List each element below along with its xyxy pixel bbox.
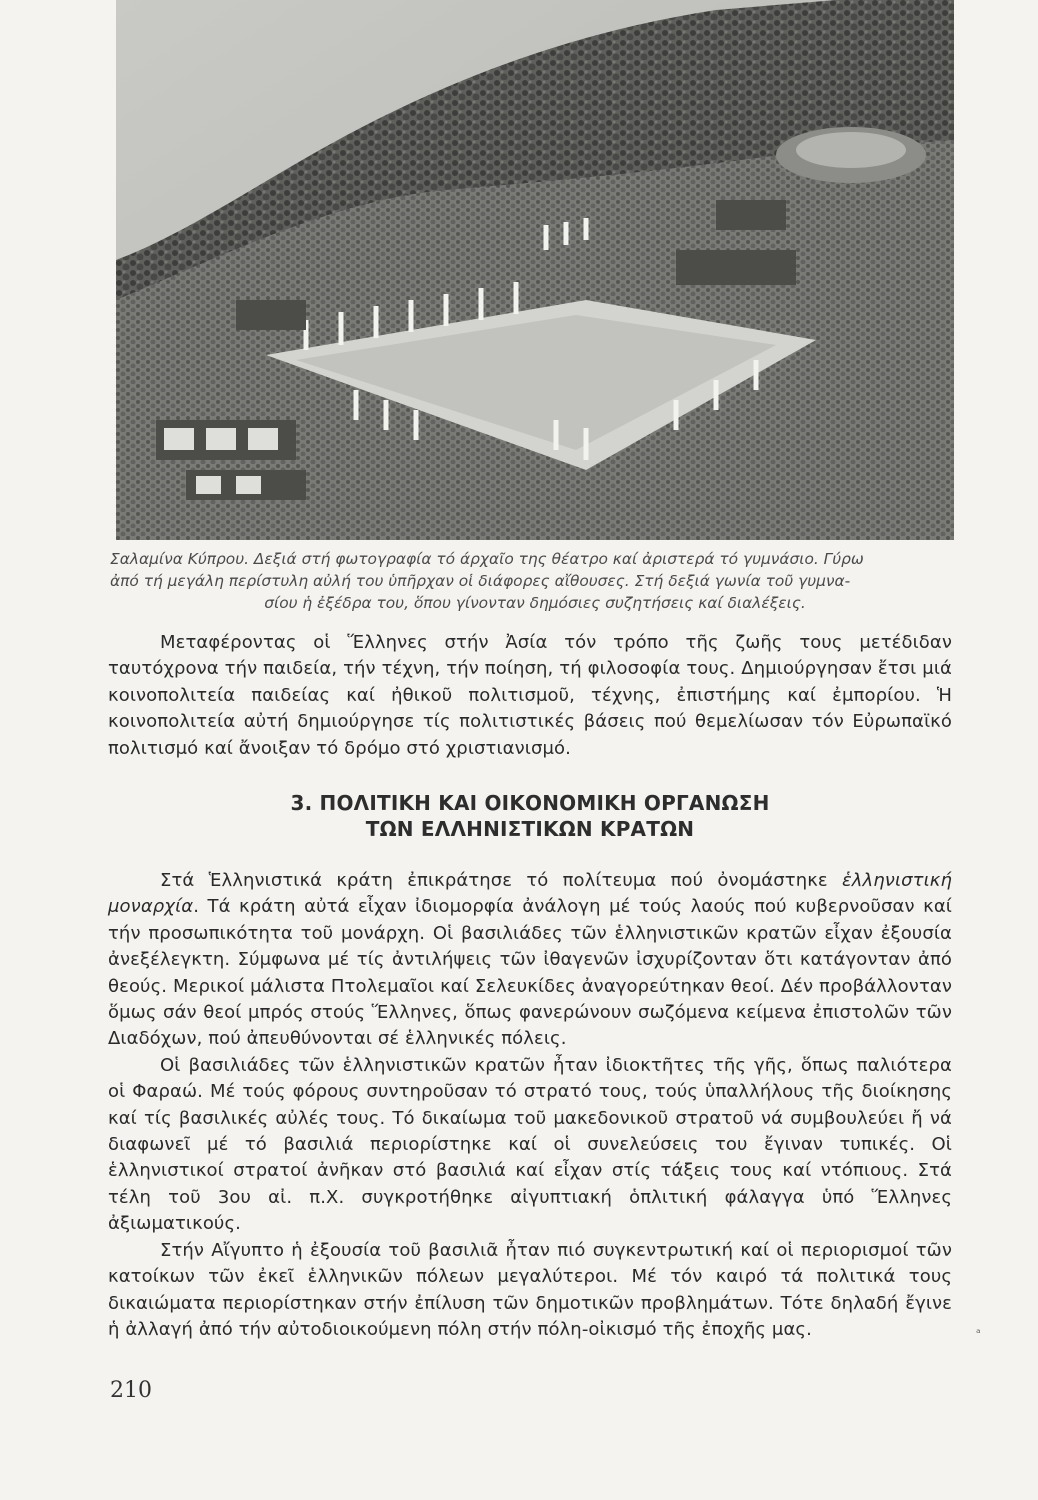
paragraph-intro: Μεταφέροντας οἱ Ἕλληνες στήν Ἀσία τόν τρόπο τῆς ζωῆς τους μετέδιδαν ταυτόχρονα τήν παιδεία, τήν τέχνη, τήν ποίηση, τή φιλοσοφία τους. Δημιούργησαν ἔτσι μιά κοινοπολιτεία παιδείας καί ἠθικοῦ πολιτισμοῦ, τέχνης, ἐπιστήμης καί ἐμπορίου. Ἡ κοινοπολιτεία αὐτή δημιούργησε τίς πολιτιστικές βάσεις πού θεμελίωσαν τόν Εὐρωπαϊκό πολιτισμό καί ἄνοιξαν τό δρόμο στό χριστιανισμό. (108, 632, 952, 759)
section-heading-line-2: ΤΩΝ ΕΛΛΗΝΙΣΤΙΚΩΝ ΚΡΑΤΩΝ (365, 817, 695, 841)
aerial-photo (116, 0, 954, 540)
paragraph-monarchy-rest: . Τά κράτη αὐτά εἶχαν ἰδιομορφία ἀνάλογη μέ τούς λαούς πού κυβερνοῦσαν καί τήν προσωπικότητα τοῦ μονάρχη. Οἱ βασιλιάδες τῶν ἑλληνιστικῶν κρατῶν εἶχαν ἐξουσία ἀνεξέλεγκτη. Σύμφωνα μέ τίς ἀντιλήψεις τῶν ἰθαγενῶν ἰσχυρίζονταν ὅτι κατάγονταν ἀπό θεούς. Μερικοί μάλιστα Πτολεμαῖοι καί Σελευκίδες ἀναγορεύτηκαν θεοί. Δέν προβάλλονταν ὅμως σάν θεοί μπρός στούς Ἕλληνες, ὅπως φανερώνουν σωζόμενα κείμενα ἐπιστολῶν τῶν Διαδόχων, πού ἀπευθύνονται σέ ἑλληνικές πόλεις. (108, 896, 952, 1050)
aerial-photo-image (116, 0, 954, 540)
caption-line-2: ἀπό τή μεγάλη περίστυλη αὐλή του ὑπῆρχαν οἱ διάφορες αἴθουσες. Στή δεξιά γωνία τοῦ γυμνα- (110, 572, 851, 590)
margin-mark: ᵃ (976, 1326, 981, 1340)
section-heading-line-1: 3. ΠΟΛΙΤΙΚΗ ΚΑΙ ΟΙΚΟΝΟΜΙΚΗ ΟΡΓΑΝΩΣΗ (290, 791, 770, 815)
caption-line-1: Σαλαμίνα Κύπρου. Δεξιά στή φωτογραφία τό άρχαῖο της θέατρο καί ἀριστερά τό γυμνάσιο. Γύρω (110, 550, 864, 568)
section-heading (108, 790, 952, 842)
caption-line-3: σίου ἡ ἐξέδρα του, ὅπου γίνονταν δημόσιες συζητήσεις καί διαλέξεις. (264, 594, 806, 612)
paragraph-monarchy-term: ἑλληνιστική μοναρχία (108, 870, 952, 918)
paragraph-monarchy (108, 868, 952, 1053)
paragraph-kings: Οἱ βασιλιάδες τῶν ἑλληνιστικῶν κρατῶν ἦταν ἰδιοκτῆτες τῆς γῆς, ὅπως παλιότερα οἱ Φαραώ. Μέ τούς φόρους συντηροῦσαν τό στρατό τους, τούς ὑπαλλήλους τῆς διοίκησης καί τίς βασιλικές αὐλές τους. Τό δικαίωμα τοῦ μακεδονικοῦ στρατοῦ νά συμβουλεύει ἤ νά διαφωνεῖ μέ τό βασιλιά περιορίστηκε καί οἱ συνελεύσεις του ἔγιναν τυπικές. Οἱ ἑλληνιστικοί στρατοί ἀνῆκαν στό βασιλιά καί εἶχαν στίς τάξεις τους καί ντόπιους. Στά τέλη τοῦ 3ου αἰ. π.Χ. συγκροτήθηκε αἰγυπτιακή ὁπλιτική φάλαγγα ὑπό Ἕλληνες ἀξιωματικούς. (108, 1054, 952, 1235)
photo-caption (110, 548, 960, 614)
intro-section (108, 630, 952, 762)
paragraph-egypt: Στήν Αἴγυπτο ἡ ἐξουσία τοῦ βασιλιᾶ ἦταν πιό συγκεντρωτική καί οἱ περιορισμοί τῶν κατοίκων τῶν ἐκεῖ ἑλληνικῶν πόλεων μεγαλύτεροι. Μέ τόν καιρό τά πολιτικά τους δικαιώματα περιορίστηκαν στήν ἐπίλυση τῶν δημοτικῶν προβλημάτων. Τότε δηλαδή ἔγινε ἡ ἀλλαγή ἀπό τήν αὐτοδιοικούμενη πόλη στήν πόλη-οἰκισμό τῆς ἐποχῆς μας. (108, 1239, 952, 1340)
page-number: 210 (110, 1378, 152, 1403)
paragraph-monarchy-start: Στά Ἑλληνιστικά κράτη ἐπικράτησε τό πολίτευμα πού ὀνομάστηκε (160, 870, 842, 891)
section-body (108, 868, 952, 1343)
